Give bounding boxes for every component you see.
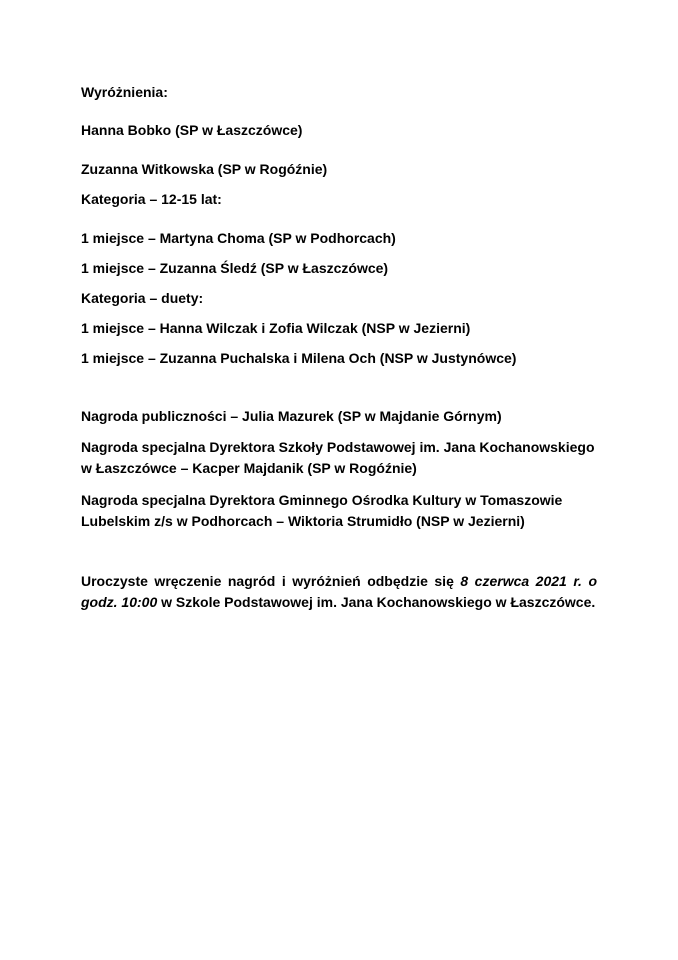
- special-award-culture: [81, 490, 597, 532]
- special-award-line: Nagroda specjalna Dyrektora Gminnego Ośrodka Kultury w Tomaszowie: [81, 492, 563, 508]
- award-entry: 1 miejsce – Martyna Choma (SP w Podhorcach): [81, 230, 396, 246]
- highlight-entry: Hanna Bobko (SP w Łaszczówce): [81, 122, 303, 138]
- special-award-line: Nagroda specjalna Dyrektora Szkoły Podstawowej im. Jana Kochanowskiego: [81, 439, 595, 455]
- award-entry: 1 miejsce – Zuzanna Puchalska i Milena Och (NSP w Justynówce): [81, 350, 517, 366]
- highlight-entry: Zuzanna Witkowska (SP w Rogóźnie): [81, 161, 328, 177]
- highlights-heading: Wyróżnienia:: [81, 84, 168, 100]
- category-heading: Kategoria – duety:: [81, 290, 204, 306]
- audience-award: Nagroda publiczności – Julia Mazurek (SP w Majdanie Górnym): [81, 408, 502, 424]
- ceremony-text-end: w Szkole Podstawowej im. Jana Kochanowskiego w Łaszczówce.: [157, 594, 596, 610]
- ceremony-paragraph: [81, 571, 597, 613]
- special-award-school: [81, 437, 597, 479]
- award-entry: 1 miejsce – Zuzanna Śledź (SP w Łaszczówce): [81, 260, 389, 276]
- ceremony-time: o godz. 10:00: [81, 573, 597, 610]
- ceremony-text: Uroczyste wręczenie nagród i wyróżnień odbędzie się: [81, 573, 461, 589]
- ceremony-date: 8 czerwca 2021 r.: [460, 573, 582, 589]
- special-award-line: w Łaszczówce – Kacper Majdanik (SP w Rogóźnie): [81, 460, 417, 476]
- award-entry: 1 miejsce – Hanna Wilczak i Zofia Wilczak (NSP w Jezierni): [81, 320, 471, 336]
- category-heading: Kategoria – 12-15 lat:: [81, 191, 222, 207]
- special-award-line: Lubelskim z/s w Podhorcach – Wiktoria Strumidło (NSP w Jezierni): [81, 513, 525, 529]
